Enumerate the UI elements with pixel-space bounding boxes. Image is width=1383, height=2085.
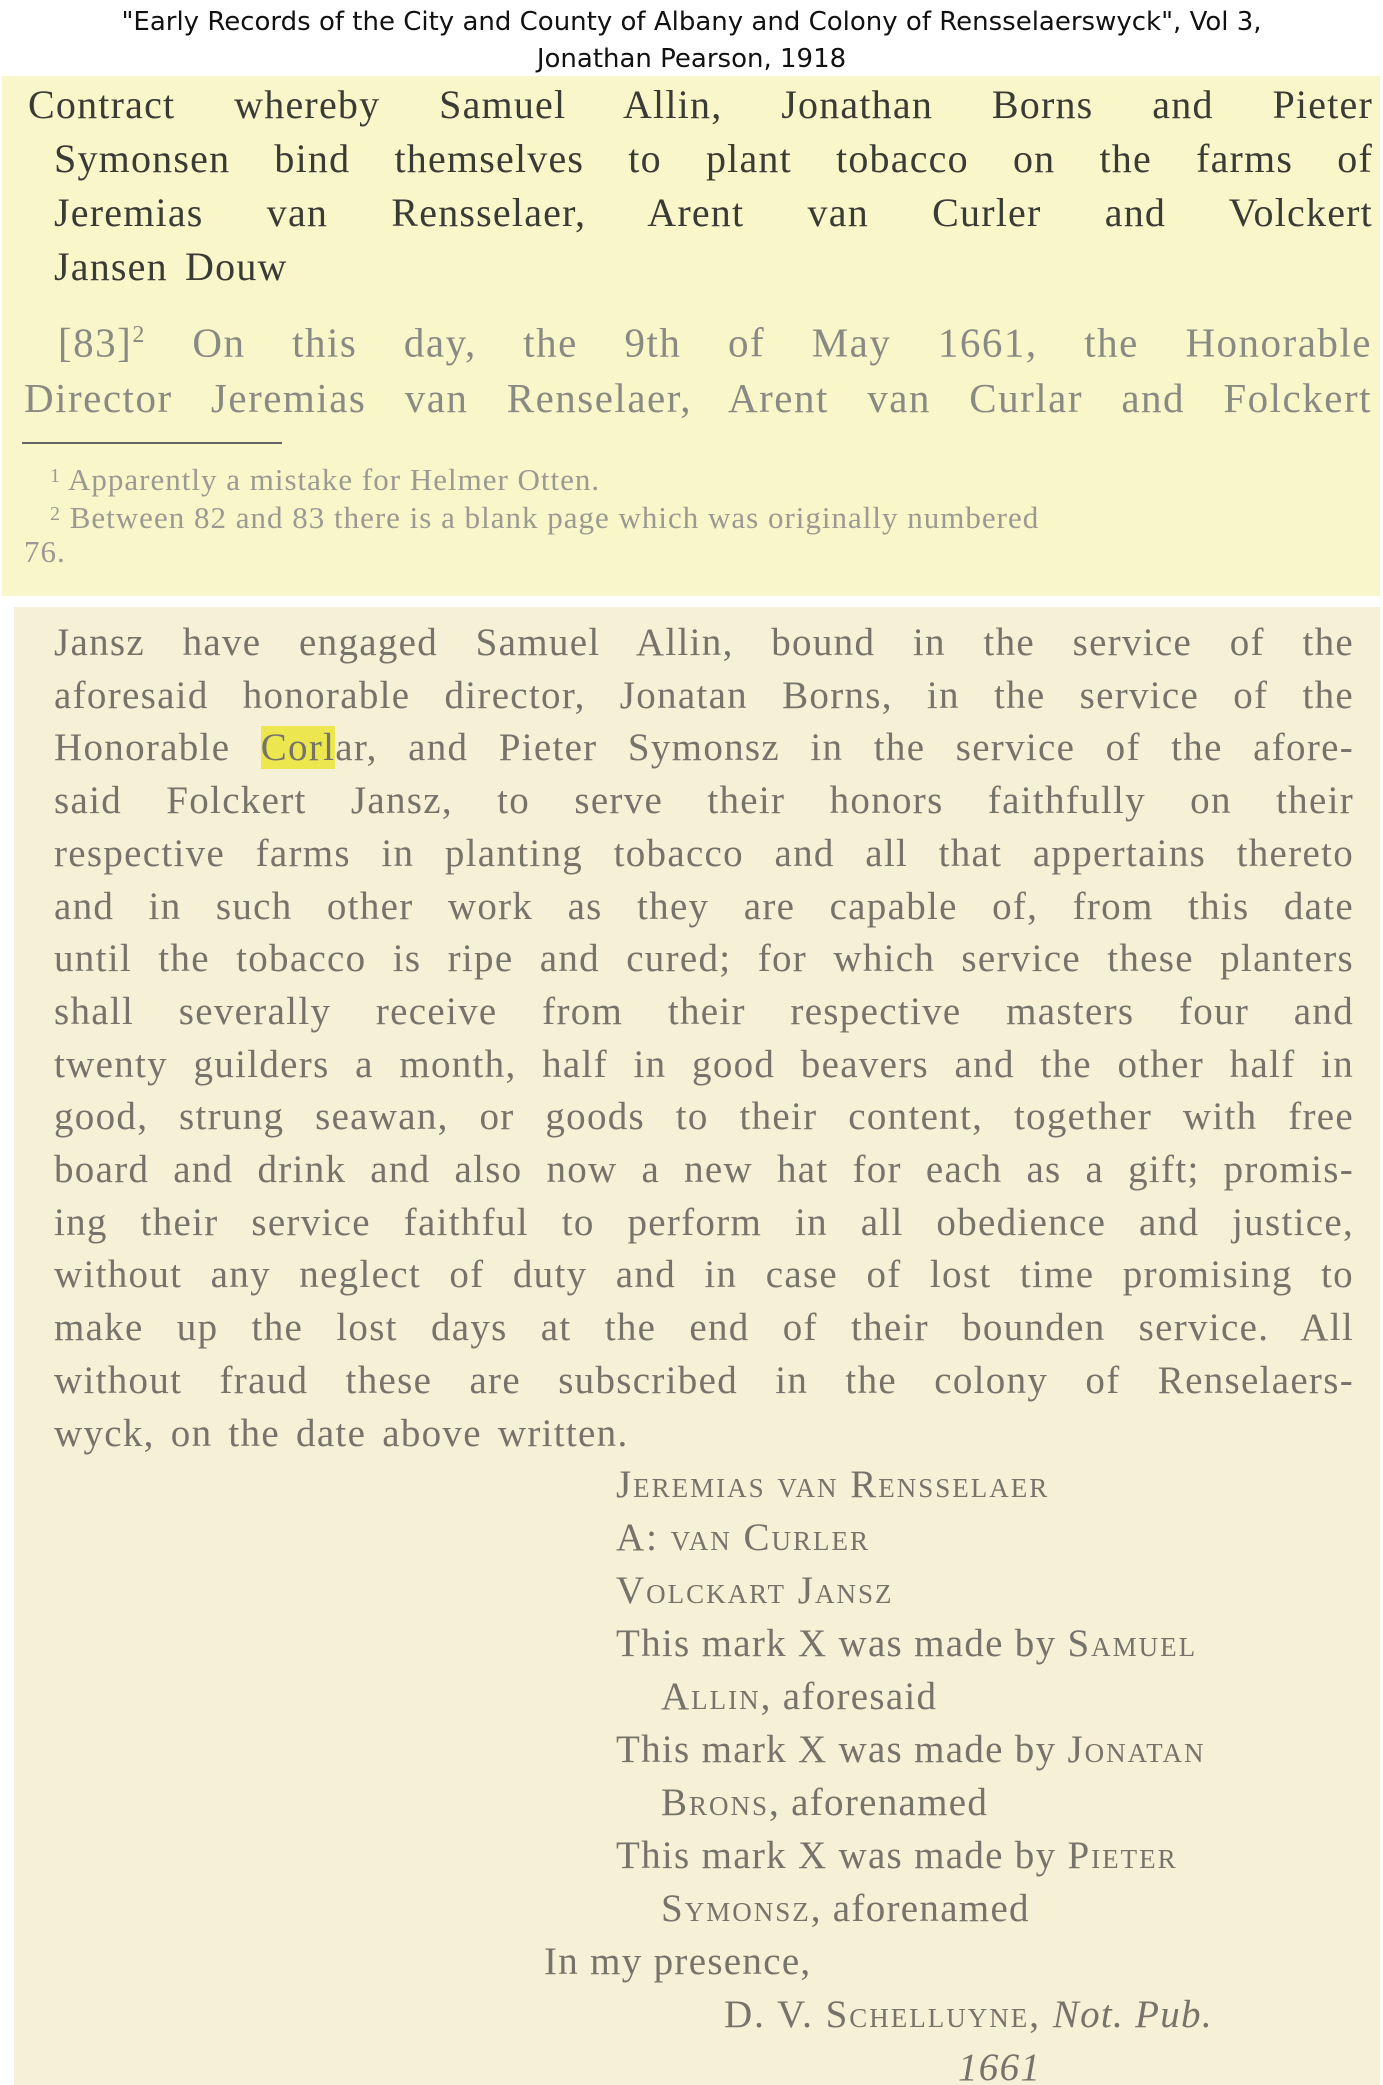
body-line: without any neglect of duty and in case of lost time promising to bbox=[54, 1253, 1354, 1297]
mark-name: Allin bbox=[661, 1675, 761, 1718]
footnote-text: 76. bbox=[24, 534, 66, 569]
opening-line-1 bbox=[24, 308, 1372, 371]
mark-line-samuel bbox=[616, 1618, 1197, 1671]
notary-name: D. V. Schelluyne, bbox=[724, 1993, 1053, 2036]
page-caption bbox=[0, 4, 1383, 78]
body-line: and in such other work as they are capable of, from this date bbox=[54, 884, 1354, 928]
mark-line-pieter bbox=[616, 1830, 1178, 1883]
mark-line-jonatan bbox=[616, 1724, 1205, 1777]
mark-name: Pieter bbox=[1067, 1834, 1178, 1877]
caption-line-1: "Early Records of the City and County of Albany and Colony of Rensselaerswyck", Vol 3, bbox=[121, 7, 1262, 37]
mark-name: Symonsz bbox=[661, 1887, 811, 1930]
footnote-2-continued bbox=[24, 532, 1369, 572]
mark-text: This mark X was made by bbox=[616, 1834, 1068, 1877]
mark-text: This mark X was made by bbox=[616, 1728, 1068, 1771]
contract-heading bbox=[28, 78, 1373, 294]
footnote-number: 2 bbox=[50, 503, 61, 525]
body-line bbox=[54, 722, 1354, 775]
opening-paragraph bbox=[24, 308, 1372, 426]
signature-van-curler: A: van Curler bbox=[616, 1516, 871, 1559]
mark-name: Jonatan bbox=[1067, 1728, 1206, 1771]
heading-line: Symonsen bind themselves to plant tobacco on the farms of bbox=[54, 136, 1373, 181]
body-line: twenty guilders a month, half in good beavers and the other half in bbox=[54, 1042, 1354, 1086]
body-line: wyck, on the date above written. bbox=[54, 1411, 629, 1455]
mark-line-jonatan-cont bbox=[661, 1777, 988, 1830]
footnote-number: 1 bbox=[50, 465, 61, 487]
body-line: ing their service faithful to perform in all obedience and justice, bbox=[54, 1200, 1354, 1244]
heading-line: Jansen Douw bbox=[54, 244, 288, 289]
footnote-divider bbox=[22, 442, 282, 444]
body-line-text: Honorable bbox=[54, 726, 261, 770]
signature-volckart-jansz: Volckart Jansz bbox=[616, 1569, 894, 1612]
body-line: until the tobacco is ripe and cured; for which service these planters bbox=[54, 937, 1354, 981]
mark-text: This mark X was made by bbox=[616, 1622, 1068, 1665]
signature-jeremias-van-rensselaer: Jeremias van Rensselaer bbox=[616, 1463, 1050, 1506]
mark-name: Brons bbox=[661, 1781, 770, 1824]
mark-line-samuel-cont bbox=[661, 1671, 937, 1724]
body-line: shall severally receive from their respective masters four and bbox=[54, 989, 1354, 1033]
heading-line: Contract whereby Samuel Allin, Jonathan Borns and Pieter bbox=[28, 82, 1373, 127]
opening-line-2: Director Jeremias van Renselaer, Arent van Curlar and Folckert bbox=[24, 374, 1372, 421]
year-line: 1661 bbox=[958, 2046, 1042, 2085]
body-line: good, strung seawan, or goods to their content, together with free bbox=[54, 1095, 1354, 1139]
highlighted-excerpt-panel bbox=[2, 76, 1380, 596]
notary-title: Not. Pub. bbox=[1052, 1993, 1213, 2036]
mark-text: , aforenamed bbox=[769, 1781, 989, 1824]
page-body-panel bbox=[14, 607, 1380, 2085]
mark-text: , aforenamed bbox=[810, 1887, 1030, 1930]
body-line: make up the lost days at the end of their bounden service. All bbox=[54, 1306, 1354, 1350]
mark-name: Samuel bbox=[1067, 1622, 1198, 1665]
body-line: Jansz have engaged Samuel Allin, bound in the service of the bbox=[54, 621, 1354, 664]
page-marker: [83] bbox=[58, 319, 133, 366]
opening-line-1-text: On this day, the 9th of May 1661, the Honorable bbox=[145, 319, 1372, 366]
contract-body bbox=[54, 617, 1354, 1460]
witness-line: In my presence, bbox=[544, 1940, 812, 1983]
mark-text: , aforesaid bbox=[760, 1675, 938, 1718]
body-line: respective farms in planting tobacco and all that appertains thereto bbox=[54, 831, 1354, 875]
heading-line: Jeremias van Rensselaer, Arent van Curler and Volckert bbox=[54, 190, 1373, 235]
search-highlight: Corl bbox=[260, 726, 336, 770]
notary-signature bbox=[724, 1989, 1213, 2042]
body-line: board and drink and also now a new hat for each as a gift; promis- bbox=[54, 1148, 1354, 1192]
body-line: without fraud these are subscribed in the colony of Renselaers- bbox=[54, 1358, 1354, 1402]
body-line: said Folckert Jansz, to serve their honors faithfully on their bbox=[54, 779, 1354, 823]
footnote-text: Between 82 and 83 there is a blank page which was originally numbered bbox=[61, 500, 1040, 535]
footnote-text: Apparently a mistake for Helmer Otten. bbox=[61, 462, 601, 497]
mark-line-pieter-cont bbox=[661, 1883, 1030, 1936]
body-line: aforesaid honorable director, Jonatan Borns, in the service of the bbox=[54, 673, 1354, 717]
caption-line-2: Jonathan Pearson, 1918 bbox=[536, 44, 847, 74]
page-marker-footnote-ref: 2 bbox=[132, 322, 146, 348]
body-line-text: ar, and Pieter Symonsz in the service of the afore- bbox=[335, 726, 1355, 770]
